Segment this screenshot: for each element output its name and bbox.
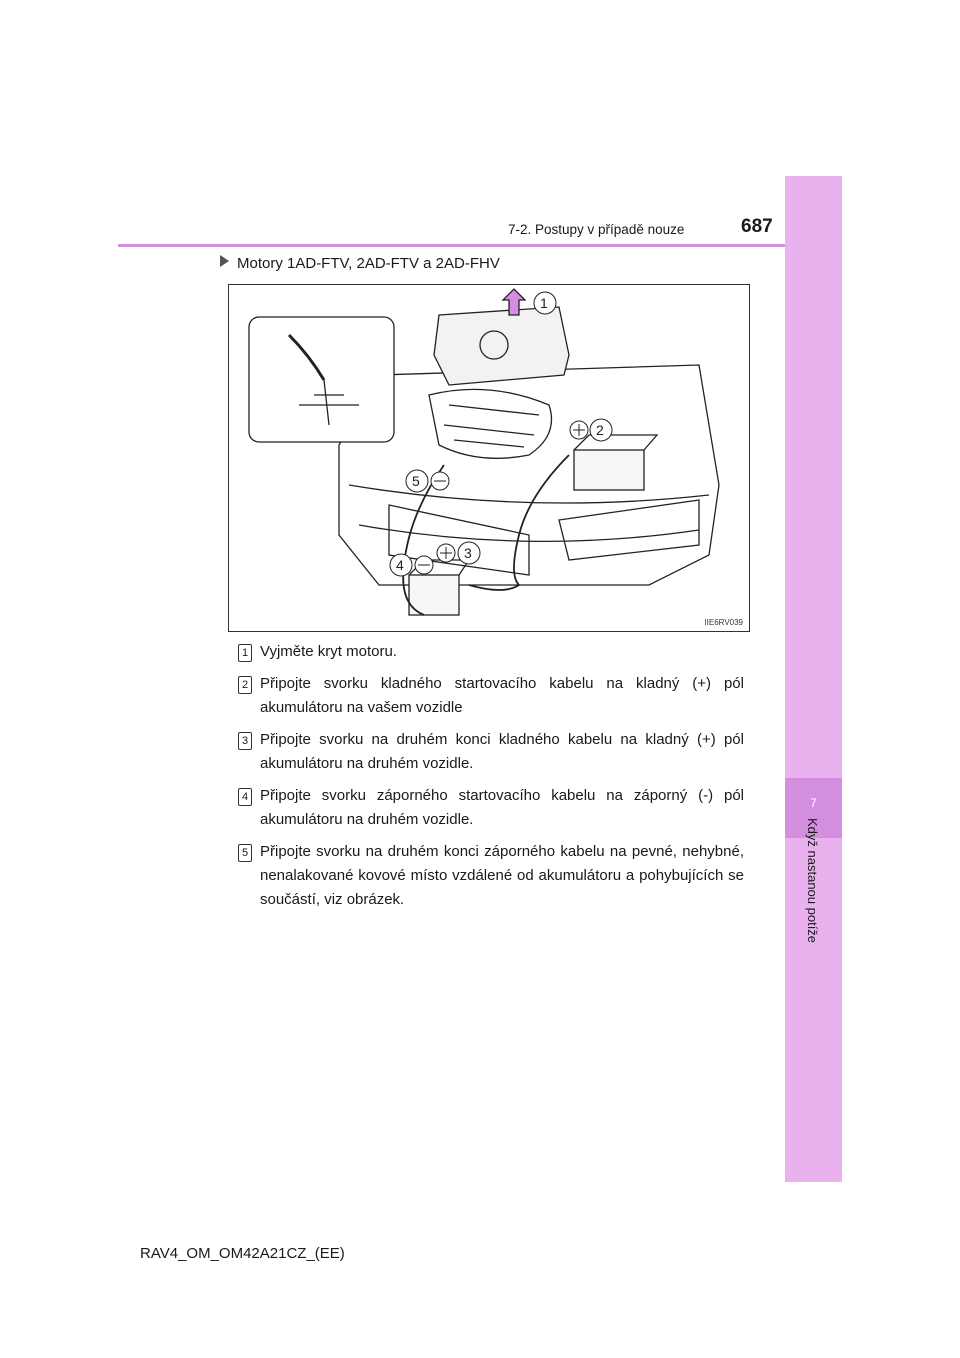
step-item — [238, 840, 744, 912]
step-item — [238, 640, 744, 664]
document-footer-code: RAV4_OM_OM42A21CZ_(EE) — [140, 1245, 345, 1262]
svg-text:1: 1 — [540, 295, 548, 311]
callout-2 — [590, 419, 612, 441]
step-item — [238, 672, 744, 720]
header-section-title: 7-2. Postupy v případě nouze — [508, 222, 685, 237]
step-text: Připojte svorku kladného startovacího kabelu na kladný (+) pól akumulátoru na vašem vozidle — [260, 675, 744, 716]
page-number: 687 — [741, 216, 773, 237]
chapter-side-tab — [785, 176, 842, 1182]
step-number: 2 — [238, 676, 252, 694]
engine-bay-drawing — [229, 285, 749, 631]
step-text: Vyjměte kryt motoru. — [260, 643, 397, 660]
sub-heading — [220, 255, 500, 272]
engine-cover — [434, 307, 569, 385]
detail-inset — [249, 317, 394, 442]
svg-text:3: 3 — [464, 545, 472, 561]
figure-code: IIE6RV039 — [704, 618, 743, 627]
engine-jump-start-illustration — [228, 284, 750, 632]
step-number: 1 — [238, 644, 252, 662]
step-text: Připojte svorku záporného startovacího kabelu na záporný (-) pól akumulátoru na druhém vozidle. — [260, 787, 744, 828]
chapter-title: Když nastanou potíže — [805, 818, 820, 944]
other-battery — [409, 575, 459, 615]
callout-1 — [534, 292, 556, 314]
step-number: 5 — [238, 844, 252, 862]
own-battery — [574, 450, 644, 490]
step-item — [238, 784, 744, 832]
callout-5 — [406, 470, 428, 492]
callout-4 — [390, 554, 412, 576]
positive-cable — [469, 455, 569, 590]
steps-list — [238, 640, 744, 920]
header-divider — [118, 244, 785, 247]
triangle-bullet-icon — [220, 255, 229, 267]
chapter-number: 7 — [810, 796, 817, 810]
headlight-outline — [559, 500, 699, 560]
callout-3 — [458, 542, 480, 564]
svg-text:4: 4 — [396, 557, 404, 573]
sub-heading-text: Motory 1AD-FTV, 2AD-FTV a 2AD-FHV — [237, 255, 500, 272]
step-text: Připojte svorku na druhém konci záporného kabelu na pevné, nehybné, nenalakované kovové místo vzdálené od akumulátoru a pohybujících se součástí, viz obrázek. — [260, 843, 744, 908]
step-number: 4 — [238, 788, 252, 806]
svg-text:5: 5 — [412, 473, 420, 489]
svg-text:2: 2 — [596, 422, 604, 438]
step-item — [238, 728, 744, 776]
step-number: 3 — [238, 732, 252, 750]
step-text: Připojte svorku na druhém konci kladného kabelu na kladný (+) pól akumulátoru na druhém vozidle. — [260, 731, 744, 772]
